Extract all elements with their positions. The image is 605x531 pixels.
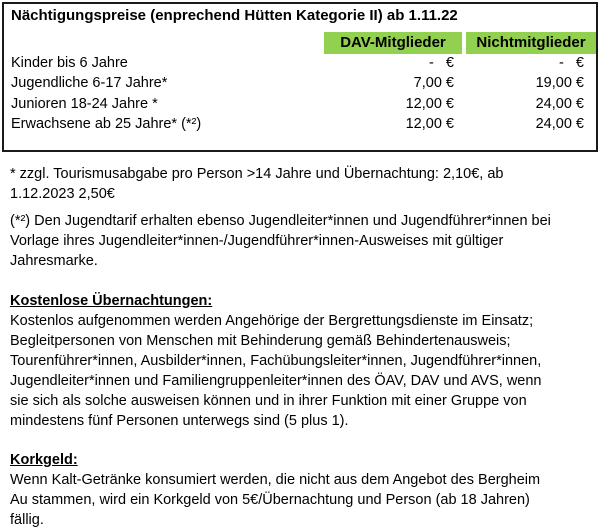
row-label: Kinder bis 6 Jahre [11, 55, 128, 71]
corkage-line: Au stammen, wird ein Korkgeld von 5€/Übernachtung und Person (ab 18 Jahren) [10, 492, 530, 508]
note-line: (*²) Den Jugendtarif erhalten ebenso Jugendleiter*innen und Jugendführer*innen bei [10, 213, 551, 229]
dav-members-header: DAV-Mitglieder [324, 32, 462, 54]
note-line: 1.12.2023 2,50€ [10, 186, 115, 202]
dav-price: 7,00 € [413, 75, 454, 91]
row-label: Junioren 18-24 Jahre * [11, 96, 158, 112]
free-stays-line: Kostenlos aufgenommen werden Angehörige der Bergrettungsdienste im Einsatz; [10, 313, 534, 329]
dav-price: - € [429, 55, 454, 71]
free-stays-heading: Kostenlose Übernachtungen: [10, 293, 213, 309]
free-stays-line: Tourenführer*innen, Ausbilder*innen, Fachübungsleiter*innen, Jugendführer*innen, [10, 353, 542, 369]
corkage-heading: Korkgeld: [10, 452, 78, 468]
free-stays-section [10, 291, 595, 431]
note-line: * zzgl. Tourismusabgabe pro Person >14 Jahre und Übernachtung: 2,10€, ab [10, 166, 504, 182]
corkage-section [10, 450, 595, 530]
row-label: Erwachsene ab 25 Jahre* (*²) [11, 116, 202, 132]
non-member-price: 24,00 € [535, 116, 584, 132]
note-line: Vorlage ihres Jugendleiter*innen-/Jugendführer*innen-Ausweises mit gültiger [10, 233, 504, 249]
free-stays-line: sie sich als solche ausweisen können und in ihrer Funktion mit einer Gruppe von [10, 393, 527, 409]
tourism-tax-note [10, 164, 595, 204]
non-members-header: Nichtmitglieder [466, 32, 596, 54]
price-table [2, 2, 598, 152]
table-row [4, 73, 596, 93]
note-line: Jahresmarke. [10, 253, 98, 269]
free-stays-line: Jugendleiter*innen und Familiengruppenleiter*innen des ÖAV, DAV und AVS, wenn [10, 373, 542, 389]
free-stays-line: Begleitpersonen von Menschen mit Behinderung gemäß Behindertenausweis; [10, 333, 511, 349]
table-row [4, 94, 596, 114]
table-row [4, 114, 596, 134]
corkage-line: Wenn Kalt-Getränke konsumiert werden, die nicht aus dem Angebot des Bergheim [10, 472, 541, 488]
corkage-line: fällig. [10, 512, 44, 528]
dav-price: 12,00 € [405, 116, 454, 132]
row-label: Jugendliche 6-17 Jahre* [11, 75, 168, 91]
table-title: Nächtigungspreise (enprechend Hütten Kategorie II) ab 1.11.22 [11, 7, 458, 24]
non-member-price: 24,00 € [535, 96, 584, 112]
youth-tariff-note [10, 211, 595, 271]
free-stays-line: mindestens fünf Personen unterwegs sind (5 plus 1). [10, 413, 349, 429]
table-row [4, 53, 596, 73]
non-member-price: 19,00 € [535, 75, 584, 91]
dav-price: 12,00 € [405, 96, 454, 112]
non-member-price: - € [559, 55, 584, 71]
